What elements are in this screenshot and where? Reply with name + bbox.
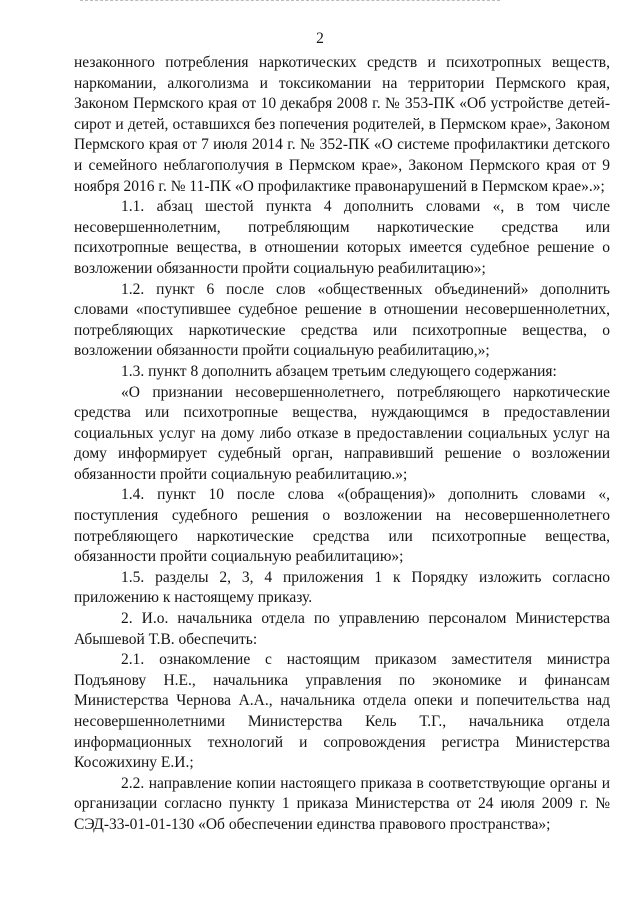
paragraph-continuation: незаконного потребления наркотических средств и психотропных веществ, наркомании, алкоголизма и токсикомании на территории Пермского края, Законом Пермского края от 10 декабря 2008 г. № 353-ПК «Об устройстве детей-сирот и детей, оставшихся без попечения родителей, в Пермском крае», Законом Пермского края от 7 июля 2014 г. № 352-ПК «О системе профилактики детского и семейного неблагополучия в Пермском крае», Законом Пермского края от 9 ноября 2016 г. № 11-ПК «О профилактике правонарушений в Пермском крае».»; [74,54,610,195]
paragraph-quoted-text: «О признании несовершеннолетнего, потребляющего наркотические средства или психотропные вещества, нуждающимся в предоставлении социальных услуг на дому либо отказе в предоставлении социальных услуг на дому информирует судебный орган, направивший решение о возложении обязанности пройти социальную реабилитацию.»; [74,383,610,483]
paragraph-item-1-3: 1.3. пункт 8 дополнить абзацем третьим следующего содержания: [121,362,557,380]
paragraph-item-2: 2. И.о. начальника отдела по управлению персоналом Министерства Абышевой Т.В. обеспечить: [74,610,610,648]
paragraph-item-1-1: 1.1. абзац шестой пункта 4 дополнить словами «, в том числе несовершеннолетним, потребляющим наркотические средства или психотропные вещества, в отношении которых имеется судебное решение о возложении обязанности пройти социальную реабилитацию»; [74,198,610,277]
paragraph-item-2-2: 2.2. направление копии настоящего приказа в соответствующие органы и организации согласно пункту 1 приказа Министерства от 24 июля 2009 г. № СЭД-33-01-01-130 «Об обеспечении единства правового пространства»; [74,774,610,833]
page-number: 2 [316,30,324,47]
paragraph-item-1-4: 1.4. пункт 10 после слова «(обращения)» дополнить словами «, поступления судебного решения о возложении на несовершеннолетнего потребляющего наркотические средства или психотропные вещества, обязанности пройти социальную реабилитацию»; [74,486,610,566]
paragraph-item-2-1: 2.1. ознакомление с настоящим приказом заместителя министра Подъянову Н.Е., начальника управления по экономике и финансам Министерства Чернова А.А., начальника отдела опеки и попечительства над несовершеннолетними Министерства Кель Т.Г., начальника отдела информационных технологий и сопровождения регистра Министерства Косожихину Е.И.; [74,651,610,772]
paragraph-item-1-2: 1.2. пункт 6 после слов «общественных объединений» дополнить словами «поступившее судебное решение в отношении несовершеннолетних, потребляющих наркотические средства или психотропные вещества, о возложении обязанности пройти социальную реабилитацию,»; [74,280,610,360]
scan-edge-line [80,0,500,2]
paragraph-item-1-5: 1.5. разделы 2, 3, 4 приложения 1 к Порядку изложить согласно приложению к настоящему приказу. [74,568,610,607]
document-body [74,53,610,836]
